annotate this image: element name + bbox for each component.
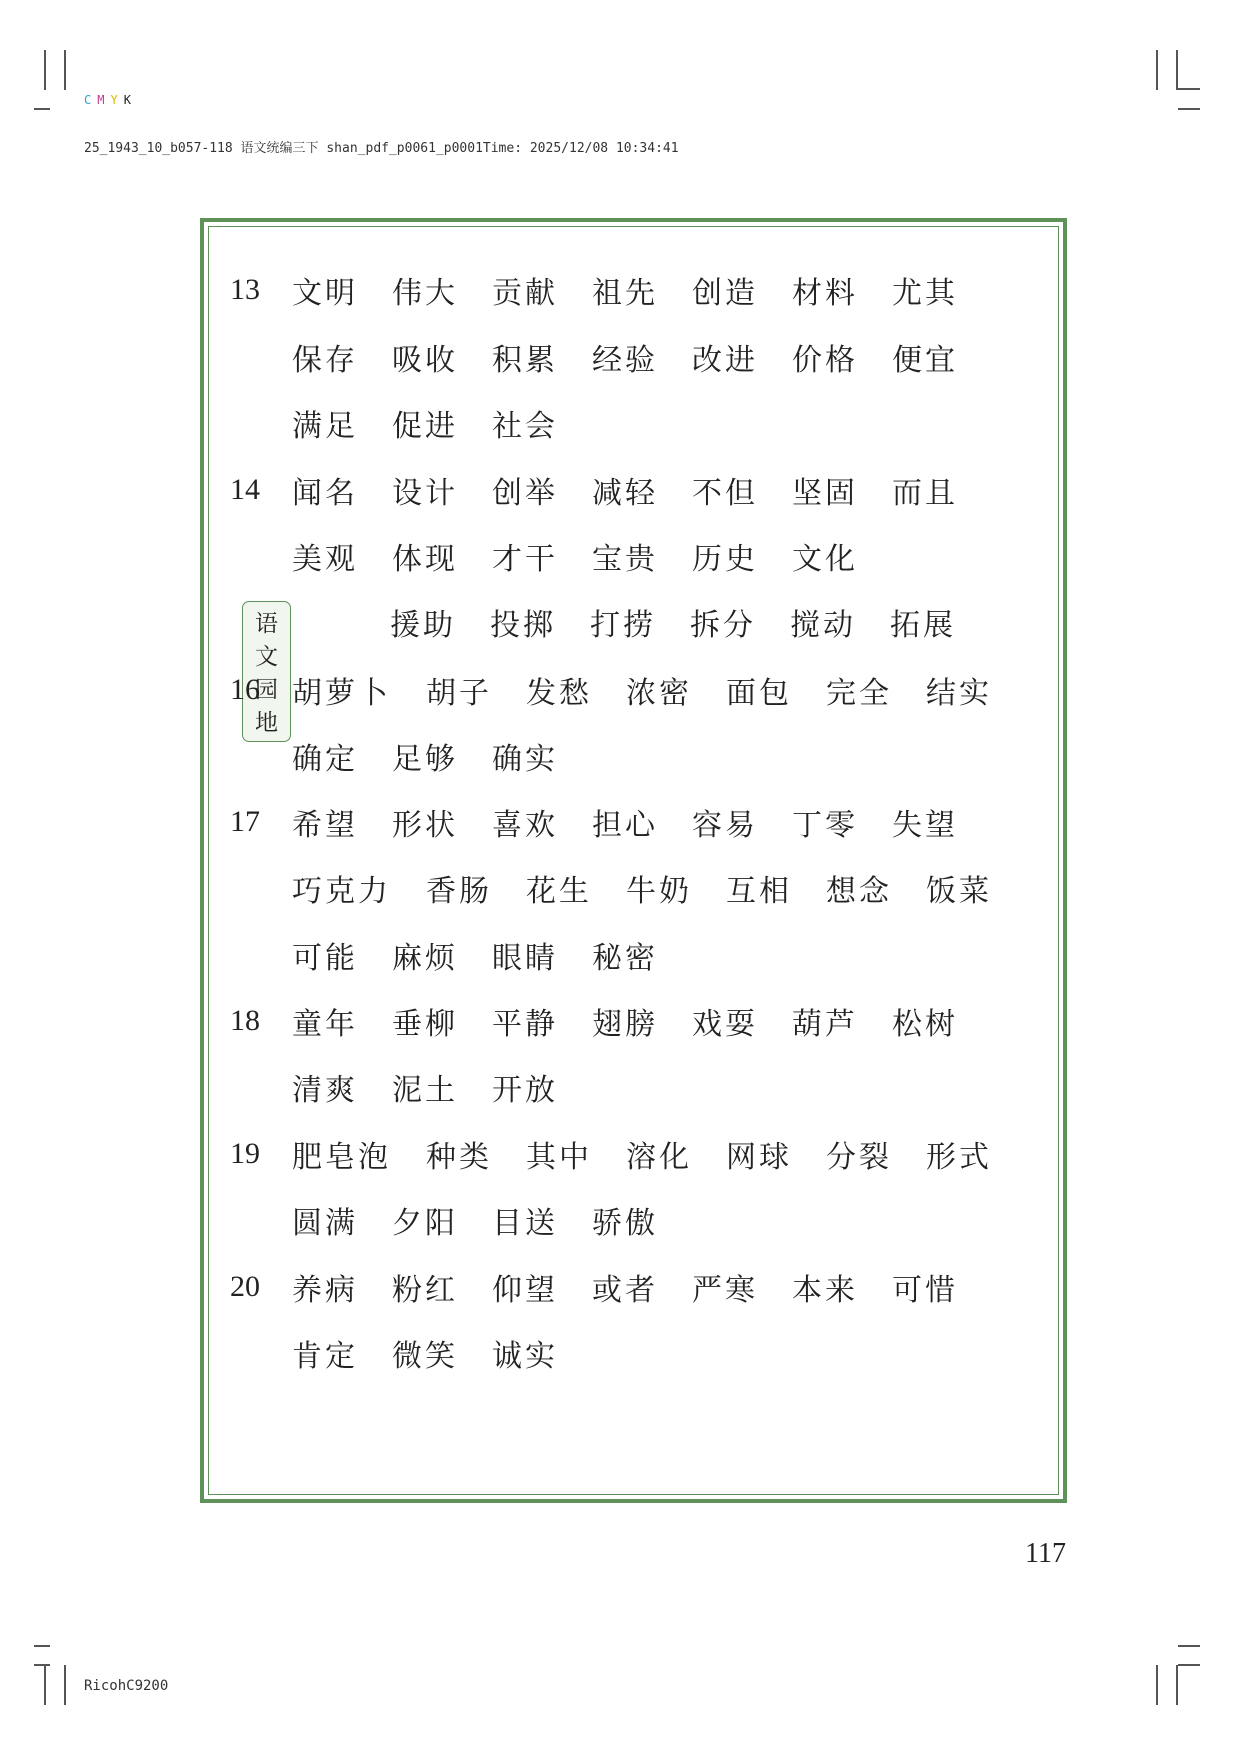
cmyk-m: M: [97, 93, 105, 107]
print-header: [84, 60, 679, 173]
lesson-number: 20: [230, 1270, 260, 1303]
vocab-word: 垂柳: [392, 1007, 458, 1042]
vocab-word: 戏耍: [692, 1007, 758, 1042]
vocab-word: 体现: [392, 542, 458, 577]
vocab-word: 贡献: [492, 276, 558, 311]
vocab-word: 严寒: [692, 1273, 758, 1308]
vocab-word: 希望: [292, 808, 358, 843]
vocab-word: 童年: [292, 1007, 358, 1042]
vocab-word: 尤其: [892, 276, 958, 311]
vocab-word: 丁零: [792, 808, 858, 843]
crop-mark: [64, 50, 66, 90]
lesson-number: 17: [230, 805, 260, 838]
vocab-word: 网球: [726, 1140, 792, 1175]
vocab-word: 肯定: [292, 1339, 358, 1374]
vocab-word: 本来: [792, 1273, 858, 1308]
vocab-word: 面包: [726, 676, 792, 711]
vocab-word: 足够: [392, 742, 458, 777]
crop-mark: [34, 1645, 50, 1647]
word-group: [292, 866, 1026, 910]
vocab-word: 仰望: [492, 1273, 558, 1308]
vocab-word: 分裂: [826, 1140, 892, 1175]
vocab-word: 坚固: [792, 476, 858, 511]
vocab-word: 担心: [592, 808, 658, 843]
vocab-word: 圆满: [292, 1206, 358, 1241]
vocab-word: 养病: [292, 1273, 358, 1308]
vocab-word: 失望: [892, 808, 958, 843]
vocab-word: 吸收: [392, 343, 458, 378]
vocab-word: 溶化: [626, 1140, 692, 1175]
vocab-word: 可能: [292, 941, 358, 976]
vocab-word: 搅动: [790, 608, 856, 643]
vocab-word: 完全: [826, 676, 892, 711]
vocab-word: 其中: [526, 1140, 592, 1175]
word-group: [292, 534, 892, 578]
crop-mark: [44, 50, 46, 90]
vocab-word: 价格: [792, 343, 858, 378]
vocab-word: 骄傲: [592, 1206, 658, 1241]
lesson-number: 13: [230, 273, 260, 306]
word-group: [292, 1065, 592, 1109]
vocab-word: 肥皂泡: [292, 1140, 391, 1175]
vocab-word: 材料: [792, 276, 858, 311]
crop-mark: [34, 108, 50, 110]
vocab-word: 结实: [926, 676, 992, 711]
vocab-word: 确实: [492, 742, 558, 777]
vocab-word: 种类: [426, 1140, 492, 1175]
vocab-word: 牛奶: [626, 874, 692, 909]
crop-mark: [44, 1665, 46, 1705]
vocab-word: 香肠: [426, 874, 492, 909]
vocab-word: 创造: [692, 276, 758, 311]
vocab-word: 满足: [292, 409, 358, 444]
vocab-word: 历史: [692, 542, 758, 577]
vocab-word: 改进: [692, 343, 758, 378]
vocab-word: 秘密: [592, 941, 658, 976]
vocab-word: 祖先: [592, 276, 658, 311]
crop-mark: [1178, 88, 1200, 90]
vocab-word: 才干: [492, 542, 558, 577]
lesson-number: 18: [230, 1004, 260, 1037]
vocab-word: 而且: [892, 476, 958, 511]
vocab-word: 互相: [726, 874, 792, 909]
vocab-word: 援助: [390, 608, 456, 643]
vocab-word: 翅膀: [592, 1007, 658, 1042]
vocab-word: 美观: [292, 542, 358, 577]
crop-mark: [34, 1664, 50, 1666]
vocab-word: 拓展: [890, 608, 956, 643]
cmyk-y: Y: [110, 93, 118, 107]
word-group: [292, 468, 992, 512]
vocab-word: 夕阳: [392, 1206, 458, 1241]
vocab-word: 打捞: [590, 608, 656, 643]
vocab-word: 诚实: [492, 1339, 558, 1374]
word-group: [292, 401, 592, 445]
word-group: [292, 800, 992, 844]
word-group: [292, 734, 592, 778]
crop-mark: [1176, 1665, 1178, 1705]
vocab-word: 形式: [926, 1140, 992, 1175]
crop-mark: [1156, 50, 1158, 90]
vocab-word: 社会: [492, 409, 558, 444]
vocab-word: 麻烦: [392, 941, 458, 976]
word-group: [390, 600, 990, 644]
lesson-number: 19: [230, 1137, 260, 1170]
vocab-word: 保存: [292, 343, 358, 378]
word-group: [292, 335, 992, 379]
cmyk-registration: [84, 92, 679, 109]
lesson-number: 14: [230, 473, 260, 506]
vocab-word: 花生: [526, 874, 592, 909]
vocab-word: 文明: [292, 276, 358, 311]
crop-mark: [1178, 108, 1200, 110]
lesson-number: 16: [230, 673, 260, 706]
vocab-word: 投掷: [490, 608, 556, 643]
vocab-word: 巧克力: [292, 874, 391, 909]
crop-mark: [1178, 1664, 1200, 1666]
vocab-word: 创举: [492, 476, 558, 511]
vocab-word: 喜欢: [492, 808, 558, 843]
vocab-word: 确定: [292, 742, 358, 777]
vocab-word: 葫芦: [792, 1007, 858, 1042]
crop-mark: [1176, 50, 1178, 90]
vocab-word: 想念: [826, 874, 892, 909]
vocab-word: 文化: [792, 542, 858, 577]
word-group: [292, 1265, 992, 1309]
vocab-word: 不但: [692, 476, 758, 511]
chinese-garden-badge: 语文园地: [242, 601, 291, 742]
word-group: [292, 1198, 692, 1242]
vocab-word: 泥土: [392, 1073, 458, 1108]
vocab-word: 或者: [592, 1273, 658, 1308]
vocab-word: 容易: [692, 808, 758, 843]
vocab-word: 经验: [592, 343, 658, 378]
vocab-word: 浓密: [626, 676, 692, 711]
vocab-word: 拆分: [690, 608, 756, 643]
vocab-word: 胡子: [426, 676, 492, 711]
vocab-word: 胡萝卜: [292, 676, 391, 711]
vocab-word: 粉红: [392, 1273, 458, 1308]
cmyk-k: K: [123, 93, 131, 107]
vocab-word: 设计: [392, 476, 458, 511]
vocab-word: 便宜: [892, 343, 958, 378]
vocab-word: 促进: [392, 409, 458, 444]
vocab-word: 发愁: [526, 676, 592, 711]
word-group: [292, 933, 692, 977]
crop-mark: [1156, 1665, 1158, 1705]
vocab-word: 形状: [392, 808, 458, 843]
vocab-word: 饭菜: [926, 874, 992, 909]
crop-mark: [1178, 1645, 1200, 1647]
vocab-word: 松树: [892, 1007, 958, 1042]
word-group: [292, 268, 992, 312]
vocab-word: 目送: [492, 1206, 558, 1241]
page-number: 117: [1025, 1538, 1066, 1569]
cmyk-c: C: [84, 93, 92, 107]
vocab-word: 减轻: [592, 476, 658, 511]
vocab-word: 宝贵: [592, 542, 658, 577]
word-group: [292, 668, 1026, 712]
vocab-word: 眼睛: [492, 941, 558, 976]
vocab-word: 可惜: [892, 1273, 958, 1308]
vocab-word: 清爽: [292, 1073, 358, 1108]
vocab-word: 伟大: [392, 276, 458, 311]
crop-mark: [64, 1665, 66, 1705]
vocab-word: 积累: [492, 343, 558, 378]
file-info-line: 25_1943_10_b057-118 语文统编三下 shan_pdf_p0061_p0001Time: 2025/12/08 10:34:41: [84, 141, 679, 156]
vocab-word: 闻名: [292, 476, 358, 511]
word-group: [292, 1132, 1026, 1176]
word-group: [292, 1331, 592, 1375]
printer-footer: RicohC9200: [84, 1678, 169, 1694]
word-group: [292, 999, 992, 1043]
vocab-word: 开放: [492, 1073, 558, 1108]
vocab-word: 微笑: [392, 1339, 458, 1374]
vocab-word: 平静: [492, 1007, 558, 1042]
